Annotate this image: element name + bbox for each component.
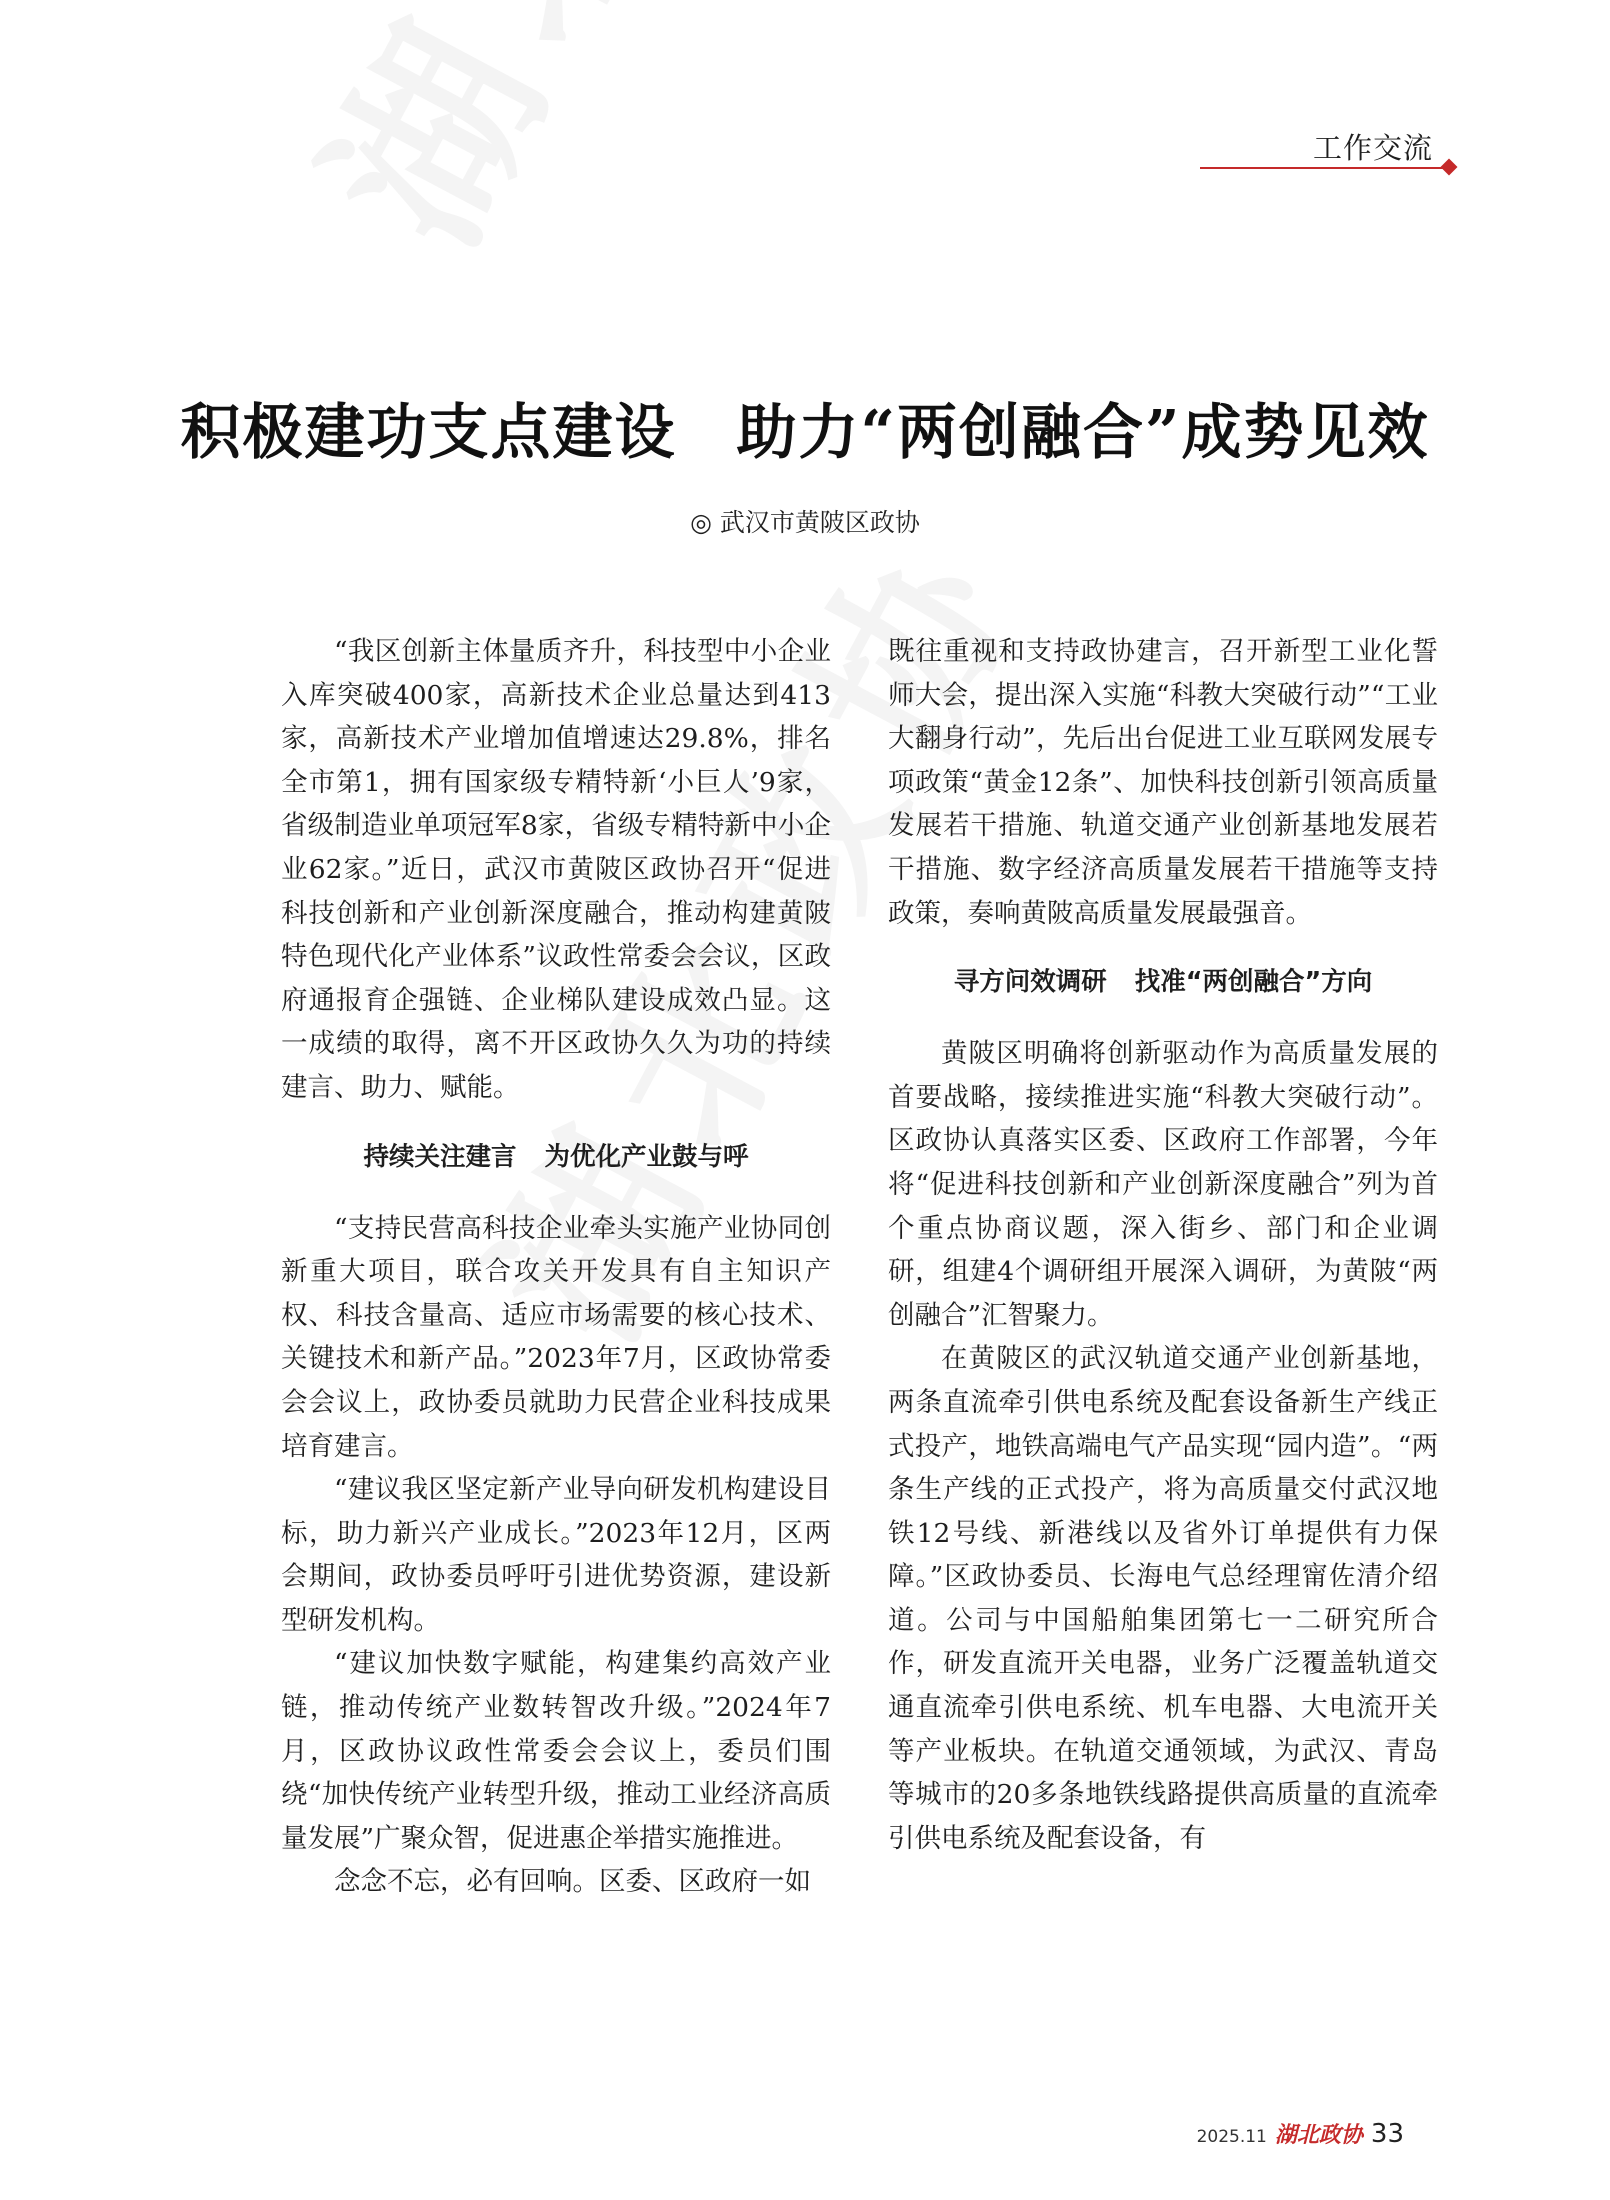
paragraph: 在黄陂区的武汉轨道交通产业创新基地，两条直流牵引供电系统及配套设备新生产线正式投产，地铁高端电气产品实现“园内造”。“两条生产线的正式投产，将为高质量交付武汉地铁12号线、新港线以及省外订单提供有力保障。”区政协委员、长海电气总经理甯佐清介绍道。公司与中国船舶集团第七一二研究所合作，研发直流开关电器，业务广泛覆盖轨道交通直流牵引供电系统、机车电器、大电流开关等产业板块。在轨道交通领域，为武汉、青岛等城市的20多条地铁线路提供高质量的直流牵引供电系统及配套设备，有 xyxy=(888,1343,1438,1854)
left-column xyxy=(281,630,831,1904)
article-title xyxy=(0,385,1610,471)
subheading-1-part-a: 持续关注建言 xyxy=(363,1141,517,1172)
magazine-logo: 湖北政协 xyxy=(1274,2122,1363,2148)
paragraph: “建议我区坚定新产业导向研发机构建设目标，助力新兴产业成长。”2023年12月，区两会期间，政协委员呼吁引进优势资源，建设新型研发机构。 xyxy=(281,1474,831,1636)
title-part-1: 积极建功支点建设 xyxy=(180,398,677,468)
paragraph: 黄陂区明确将创新驱动作为高质量发展的首要战略，接续推进实施“科教大突破行动”。区政协认真落实区委、区政府工作部署，今年将“促进科技创新和产业创新深度融合”列为首个重点协商议题，深入街乡、部门和企业调研，组建4个调研组开展深入调研，为黄陂“两创融合”汇智聚力。 xyxy=(888,1038,1438,1331)
subheading-2-part-a: 寻方问效调研 xyxy=(953,967,1107,998)
page-number: 33 xyxy=(1370,2119,1404,2149)
subheading-1 xyxy=(281,1137,831,1177)
paragraph: “建议加快数字赋能，构建集约高效产业链，推动传统产业数转智改升级。”2024年7月，区政协议政性常委会会议上，委员们围绕“加快传统产业转型升级，推动工业经济高质量发展”广聚众智，促进惠企举措实施推进。 xyxy=(281,1648,831,1854)
paragraph-continued: 既往重视和支持政协建言，召开新型工业化誓师大会，提出深入实施“科教大突破行动”“工业大翻身行动”，先后出台促进工业互联网发展专项政策“黄金12条”、加快科技创新引领高质量发展若干措施、轨道交通产业创新基地发展若干措施、数字经济高质量发展若干措施等支持政策，奏响黄陂高质量发展最强音。 xyxy=(888,636,1438,929)
paragraph: 念念不忘，必有回响。区委、区政府一如 xyxy=(334,1866,811,1898)
title-part-2: 助力“两创融合”成势见效 xyxy=(736,398,1430,468)
issue-date: 2025.11 xyxy=(1196,2127,1267,2147)
right-column xyxy=(888,630,1438,1860)
subheading-2 xyxy=(888,962,1438,1002)
header-rule xyxy=(1200,167,1445,169)
page-footer xyxy=(1197,2118,1404,2149)
subheading-2-part-b: 找准“两创融合”方向 xyxy=(1134,967,1373,998)
diamond-icon xyxy=(1441,159,1458,176)
paragraph: “支持民营高科技企业牵头实施产业协同创新重大项目，联合攻关开发具有自主知识产权、科技含量高、适应市场需要的核心技术、关键技术和新产品。”2023年7月，区政协常委会会议上，政协委员就助力民营企业科技成果培育建言。 xyxy=(281,1212,831,1462)
subheading-1-part-b: 为优化产业鼓与呼 xyxy=(544,1141,749,1172)
section-header xyxy=(1200,118,1455,168)
byline: ◎ 武汉市黄陂区政协 xyxy=(690,508,920,537)
watermark-top xyxy=(250,0,935,285)
paragraph: “我区创新主体量质齐升，科技型中小企业入库突破400家，高新技术企业总量达到413家，高新技术产业增加值增速达29.8%，排名全市第1，拥有国家级专精特新‘小巨人’9家，省级制造业单项冠军8家，省级专精特新中小企业62家。”近日，武汉市黄陂区政协召开“促进科技创新和产业创新深度融合，推动构建黄陂特色现代化产业体系”议政性常委会会议，区政府通报育企强链、企业梯队建设成效凸显。这一成绩的取得，离不开区政协久久为功的持续建言、助力、赋能。 xyxy=(281,636,831,1103)
section-tag: 工作交流 xyxy=(1312,131,1433,165)
